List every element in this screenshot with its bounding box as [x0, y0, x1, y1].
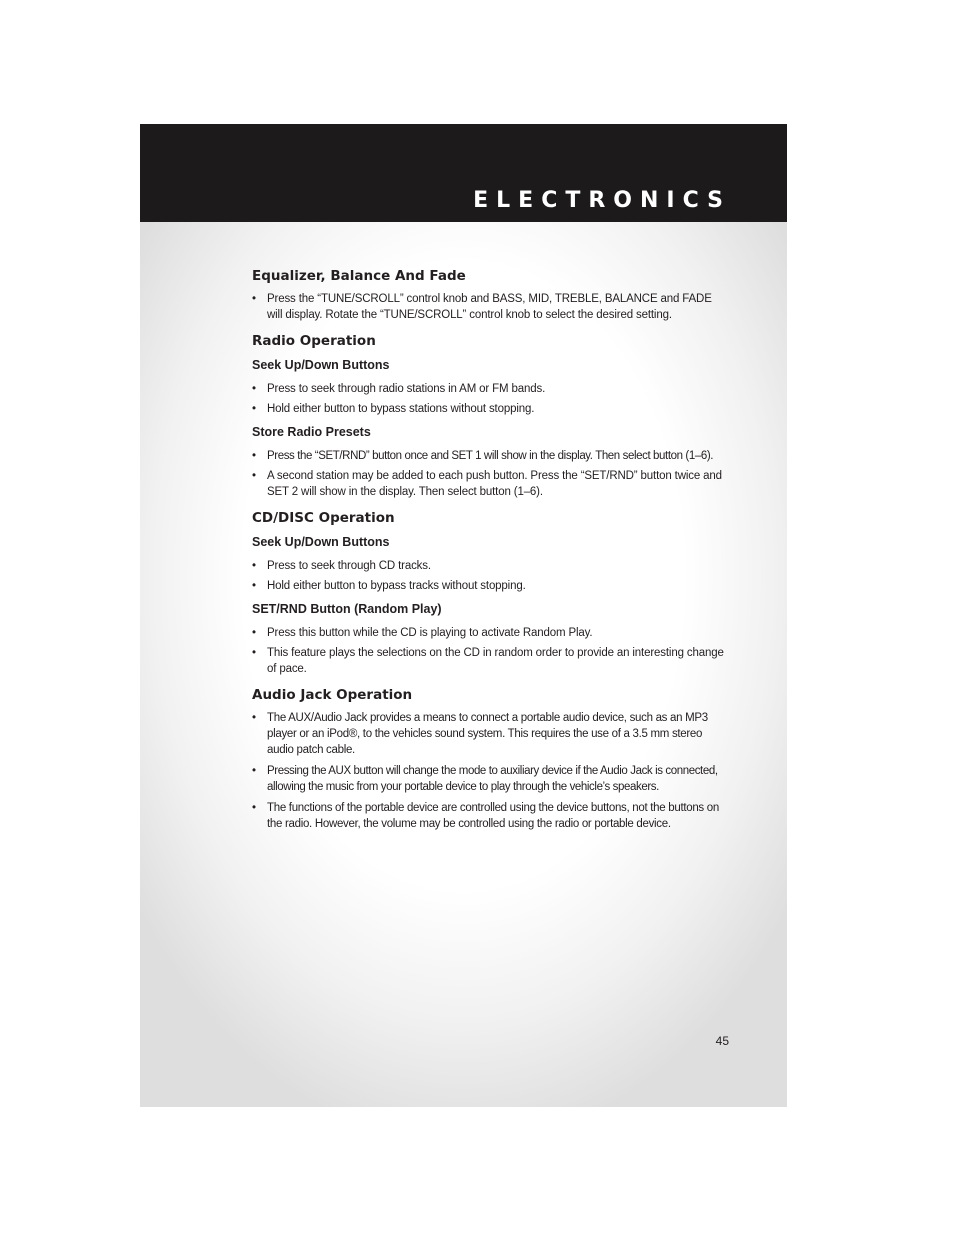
radio-presets-bullet-list — [252, 448, 730, 500]
list-item: • Hold either button to bypass stations without stopping. — [252, 401, 730, 417]
list-item: • Press the “TUNE/SCROLL” control knob and BASS, MID, TREBLE, BALANCE and FADE will display. Rotate the “TUNE/SCROLL” control knob to select the desired setting. — [252, 291, 730, 323]
sub-heading-cd-seek: Seek Up/Down Buttons — [252, 535, 390, 549]
list-item: • Press this button while the CD is playing to activate Random Play. — [252, 625, 730, 641]
sub-heading-cd-random: SET/RND Button (Random Play) — [252, 602, 442, 616]
list-item: • Press to seek through radio stations in AM or FM bands. — [252, 381, 730, 397]
sub-heading-radio-seek: Seek Up/Down Buttons — [252, 358, 390, 372]
chapter-header-bar — [140, 124, 787, 222]
list-item: • The AUX/Audio Jack provides a means to connect a portable audio device, such as an MP3 player or an iPod®, to the vehicles sound system. This requires the use of a 3.5 mm stereo audio patch cable. — [252, 710, 730, 758]
manual-page — [140, 124, 787, 1107]
list-item: • Pressing the AUX button will change the mode to auxiliary device if the Audio Jack is connected, allowing the music from your portable device to play through the vehicle’s speakers. — [252, 763, 730, 795]
list-item: • A second station may be added to each push button. Press the “SET/RND” button twice and SET 2 will show in the display. Then select button (1–6). — [252, 468, 730, 500]
list-item: • Press the “SET/RND” button once and SET 1 will show in the display. Then select button (1–6). — [252, 448, 730, 464]
list-item: • This feature plays the selections on the CD in random order to provide an interesting change of pace. — [252, 645, 730, 677]
audio-jack-bullet-list — [252, 710, 730, 832]
section-heading-audio-jack: Audio Jack Operation — [252, 687, 413, 703]
list-item: • Press to seek through CD tracks. — [252, 558, 730, 574]
section-heading-equalizer: Equalizer, Balance And Fade — [252, 268, 466, 284]
cd-random-bullet-list — [252, 625, 730, 677]
radio-seek-bullet-list — [252, 381, 730, 417]
page-number: 45 — [715, 1034, 729, 1048]
cd-seek-bullet-list — [252, 558, 730, 594]
equalizer-bullet-list — [252, 291, 730, 323]
list-item: • The functions of the portable device are controlled using the device buttons, not the buttons on the radio. However, the volume may be controlled using the radio or portable device. — [252, 800, 730, 832]
page-content — [252, 268, 730, 832]
sub-heading-radio-presets: Store Radio Presets — [252, 425, 371, 439]
chapter-title: ELECTRONICS — [473, 188, 731, 213]
section-heading-radio: Radio Operation — [252, 333, 376, 349]
section-heading-cd: CD/DISC Operation — [252, 510, 395, 526]
list-item: • Hold either button to bypass tracks without stopping. — [252, 578, 730, 594]
